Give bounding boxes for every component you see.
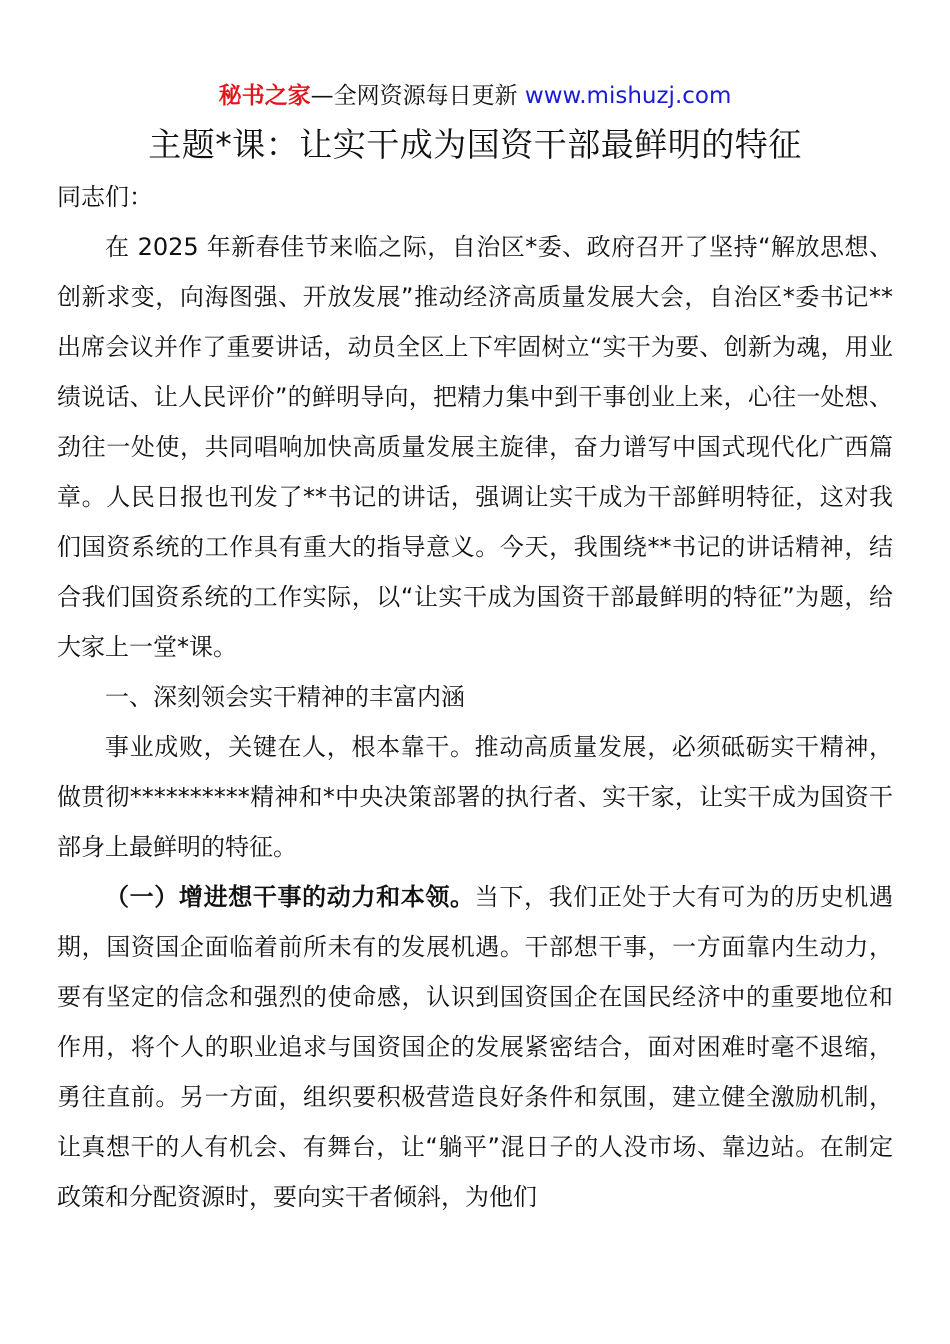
document-title: 主题*课：让实干成为国资干部最鲜明的特征: [148, 125, 802, 164]
paragraph-subsection-1: [57, 872, 893, 1222]
paragraph-section-1: 事业成败，关键在人，根本靠干。推动高质量发展，必须砥砺实干精神，做贯彻**********精神和*中央决策部署的执行者、实干家，让实干成为国资干部身上最鲜明的特征。: [57, 733, 893, 861]
site-header: [0, 80, 950, 112]
header-tagline: —全网资源每日更新: [310, 83, 525, 109]
paragraph-intro: 在 2025 年新春佳节来临之际，自治区*委、政府召开了坚持“解放思想、创新求变，向海图强、开放发展”推动经济高质量发展大会，自治区*委书记**出席会议并作了重要讲话，动员全区上下牢固树立“实干为要、创新为魂，用业绩说话、让人民评价”的鲜明导向，把精力集中到干事创业上来，心往一处想、劲往一处使，共同唱响加快高质量发展主旋律，奋力谱写中国式现代化广西篇章。人民日报也刊发了**书记的讲话，强调让实干成为干部鲜明特征，这对我们国资系统的工作具有重大的指导意义。今天，我围绕**书记的讲话精神，结合我们国资系统的工作实际，以“让实干成为国资干部最鲜明的特征”为题，给大家上一堂*课。: [57, 233, 893, 661]
subsection-1-text: 当下，我们正处于大有可为的历史机遇期，国资国企面临着前所未有的发展机遇。干部想干事，一方面靠内生动力，要有坚定的信念和强烈的使命感，认识到国资国企在国民经济中的重要地位和作用，将个人的职业追求与国资国企的发展紧密结合，面对困难时毫不退缩，勇往直前。另一方面，组织要积极营造良好条件和氛围，建立健全激励机制，让真想干的人有机会、有舞台，让“躺平”混日子的人没市场、靠边站。在制定政策和分配资源时，要向实干者倾斜，为他们: [57, 883, 894, 1211]
salutation: 同志们：: [57, 183, 153, 211]
subsection-heading-1: （一）增进想干事的动力和本领。: [105, 883, 475, 911]
document-body: [57, 172, 893, 1222]
section-heading-1: 一、深刻领会实干精神的丰富内涵: [105, 683, 465, 711]
brand-name: 秘书之家: [218, 83, 311, 109]
site-url-link[interactable]: www.mishuzj.com: [524, 83, 732, 109]
